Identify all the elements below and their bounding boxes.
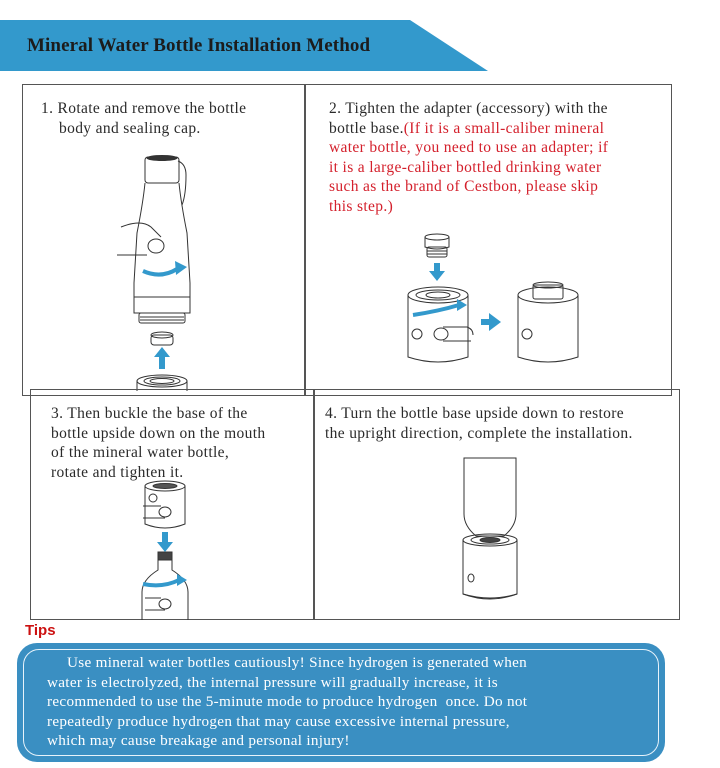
step-2-panel <box>304 84 672 396</box>
step-1-line-1: 1. Rotate and remove the bottle <box>41 100 247 117</box>
step-4-panel <box>314 389 680 620</box>
step-2-line-1: 2. Tighten the adapter (accessory) with the <box>329 100 608 117</box>
step-2-note-5: this step.) <box>329 197 394 215</box>
step-1-line-2: body and sealing cap. <box>59 119 201 137</box>
tips-label: Tips <box>25 622 56 639</box>
base-on-bottle-illustration <box>125 480 205 620</box>
tips-box <box>17 643 665 762</box>
step-3-line-1: 3. Then buckle the base of the <box>51 405 248 422</box>
step-2-note-2: water bottle, you need to use an adapter; if <box>329 139 609 156</box>
tips-line-1-text: Use mineral water bottles cautiously! Since hydrogen is generated when <box>67 654 528 671</box>
tips-line-5: which may cause breakage and personal injury! <box>47 732 350 750</box>
step-1-panel <box>22 84 306 396</box>
tips-line-1 <box>47 653 647 673</box>
step-4-line-2: the upright direction, complete the installation. <box>325 424 633 442</box>
step-2-note-4: such as the brand of Cestbon, please skip <box>329 178 599 195</box>
tips-text <box>47 653 647 751</box>
tips-line-2: water is electrolyzed, the internal pressure will gradually increase, it is <box>47 673 498 691</box>
step-2-line-2 <box>329 119 669 139</box>
title-banner <box>0 20 488 71</box>
tips-line-4: repeatedly produce hydrogen that may cause excessive internal pressure, <box>47 712 510 730</box>
step-4-line-1: 4. Turn the bottle base upside down to restore <box>325 405 624 422</box>
step-3-line-2: bottle upside down on the mouth <box>51 424 266 442</box>
upright-installed-illustration <box>459 456 529 606</box>
page-title: Mineral Water Bottle Installation Method <box>27 35 371 56</box>
step-3-line-4: rotate and tighten it. <box>51 463 184 481</box>
tips-line-3: recommended to use the 5-minute mode to produce hydrogen once. Do not <box>47 693 528 711</box>
adapter-tightening-illustration <box>403 229 593 379</box>
step-2-note-1: (If it is a small-caliber mineral <box>403 119 605 137</box>
step-3-line-3: of the mineral water bottle, <box>51 444 230 461</box>
step-3-panel <box>30 389 314 620</box>
step-2-note-3: it is a large-caliber bottled drinking water <box>329 158 602 176</box>
step-2-black-text: bottle base. <box>329 119 404 137</box>
bottle-removal-illustration <box>115 151 235 391</box>
